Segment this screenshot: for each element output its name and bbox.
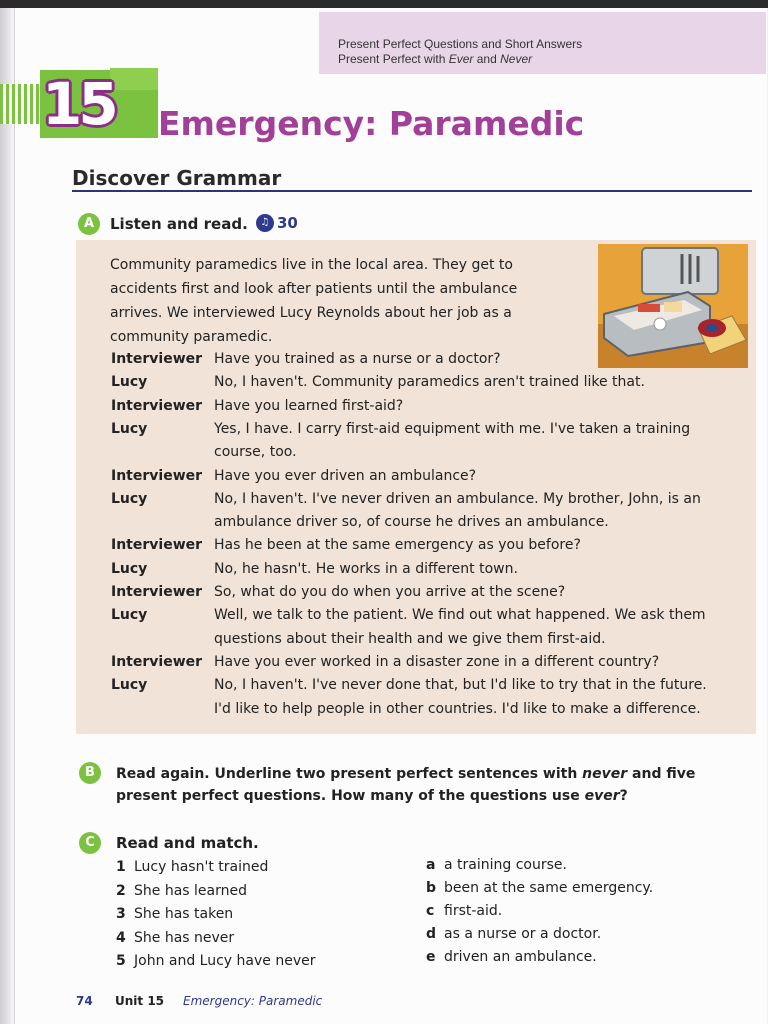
match-item-left bbox=[116, 906, 233, 922]
dialogue-line: Have you trained as a nurse or a doctor? bbox=[214, 351, 501, 367]
match-item-right bbox=[426, 880, 653, 896]
unit-title: Emergency: Paramedic bbox=[158, 104, 585, 143]
audio-icon[interactable]: ♫ bbox=[256, 214, 274, 232]
dialogue-speaker: Interviewer bbox=[111, 467, 203, 484]
heading-divider bbox=[72, 190, 752, 192]
match-letter: b bbox=[426, 880, 437, 896]
match-item-left bbox=[116, 883, 247, 899]
match-text: She has taken bbox=[134, 906, 234, 922]
first-aid-kit-illustration bbox=[598, 244, 748, 368]
dialogue-line: Have you ever driven an ambulance? bbox=[214, 467, 477, 484]
dialogue-line: questions about their health and we give them first-aid. bbox=[214, 630, 606, 647]
page-number: 74 bbox=[76, 994, 93, 1008]
dialogue-speaker: Interviewer bbox=[111, 584, 203, 600]
match-letter: d bbox=[426, 926, 437, 942]
match-number: 2 bbox=[116, 882, 126, 899]
match-text: Lucy hasn't trained bbox=[134, 859, 269, 875]
match-text: She has learned bbox=[134, 882, 247, 899]
dialogue-speaker: Interviewer bbox=[111, 397, 203, 414]
dialogue-line: No, he hasn't. He works in a different town. bbox=[214, 560, 518, 577]
grammar-header-line-2: Present Perfect with Ever and Never bbox=[338, 52, 533, 66]
match-letter: a bbox=[426, 857, 436, 873]
section-c-instruction: Read and match. bbox=[116, 834, 259, 852]
match-text: been at the same emergency. bbox=[444, 880, 654, 896]
intro-line: Community paramedics live in the local area. They get to bbox=[110, 257, 513, 273]
intro-line: community paramedic. bbox=[110, 329, 273, 345]
reading-intro bbox=[110, 253, 570, 349]
match-item-left bbox=[116, 953, 315, 969]
match-text: first-aid. bbox=[444, 903, 503, 919]
match-text: John and Lucy have never bbox=[134, 953, 316, 969]
match-letter: e bbox=[426, 949, 436, 965]
match-number: 1 bbox=[116, 859, 126, 875]
audio-track-number: 30 bbox=[277, 214, 298, 232]
match-number: 4 bbox=[116, 929, 126, 946]
match-text: driven an ambulance. bbox=[444, 949, 597, 965]
footer-unit-label: Unit 15 bbox=[115, 994, 165, 1008]
dialogue-speaker: Interviewer bbox=[111, 351, 203, 367]
unit-tab-stripes bbox=[0, 84, 40, 124]
match-item-right bbox=[426, 857, 567, 873]
intro-line: arrives. We interviewed Lucy Reynolds about her job as a bbox=[110, 305, 512, 321]
match-item-right bbox=[426, 949, 597, 965]
dialogue-speaker: Lucy bbox=[111, 420, 148, 437]
dialogue-line: course, too. bbox=[214, 444, 297, 461]
match-number: 5 bbox=[116, 953, 126, 969]
unit-number-accent bbox=[110, 68, 158, 90]
match-number: 3 bbox=[116, 906, 126, 922]
dialogue-line: No, I haven't. I've never done that, but I'd like to try that in the future. bbox=[214, 677, 707, 694]
grammar-header-line-1: Present Perfect Questions and Short Answers bbox=[338, 37, 583, 51]
dialogue-speaker: Interviewer bbox=[111, 537, 203, 554]
page-binding bbox=[0, 8, 14, 1024]
section-b-badge: B bbox=[79, 762, 101, 784]
dialogue-line: No, I haven't. I've never driven an ambulance. My brother, John, is an bbox=[214, 490, 701, 507]
dialogue-line: Well, we talk to the patient. We find out what happened. We ask them bbox=[214, 607, 706, 624]
section-heading: Discover Grammar bbox=[72, 166, 282, 190]
dialogue-speaker: Lucy bbox=[111, 677, 148, 694]
dialogue-speaker: Interviewer bbox=[111, 653, 203, 670]
match-item-right bbox=[426, 903, 502, 919]
footer-unit-title: Emergency: Paramedic bbox=[183, 994, 323, 1008]
dialogue-speaker: Lucy bbox=[111, 374, 148, 391]
match-item-left bbox=[116, 859, 268, 875]
match-item-left bbox=[116, 930, 234, 946]
dialogue-speaker: Lucy bbox=[111, 607, 148, 624]
section-a-instruction: Listen and read. bbox=[110, 215, 248, 233]
dialogue-line: Have you ever worked in a disaster zone in a different country? bbox=[214, 653, 660, 670]
dialogue-line: ambulance driver so, of course he drives an ambulance. bbox=[214, 514, 609, 531]
match-item-right bbox=[426, 926, 601, 942]
unit-number: 15 bbox=[42, 70, 115, 138]
match-text: as a nurse or a doctor. bbox=[444, 926, 602, 942]
dialogue-line: So, what do you do when you arrive at the scene? bbox=[214, 584, 566, 600]
match-text: She has never bbox=[134, 929, 235, 946]
dialogue-line: No, I haven't. Community paramedics aren't trained like that. bbox=[214, 374, 645, 391]
section-b-instruction: Read again. Underline two present perfect sentences with never and five present perfect questions. How many of the questions use ever? bbox=[116, 766, 696, 804]
intro-line: accidents first and look after patients until the ambulance bbox=[110, 281, 518, 297]
dialogue-line: Has he been at the same emergency as you before? bbox=[214, 537, 581, 554]
dialogue-line: I'd like to help people in other countries. I'd like to make a difference. bbox=[214, 700, 701, 717]
dialogue-line: Have you learned first-aid? bbox=[214, 397, 404, 414]
section-a-badge: A bbox=[78, 213, 100, 235]
dialogue-line: Yes, I have. I carry first-aid equipment with me. I've taken a training bbox=[214, 420, 691, 437]
match-letter: c bbox=[426, 903, 435, 919]
match-text: a training course. bbox=[444, 857, 567, 873]
top-edge bbox=[0, 0, 768, 8]
dialogue-speaker: Lucy bbox=[111, 490, 148, 507]
dialogue-speaker: Lucy bbox=[111, 560, 148, 577]
section-c-badge: C bbox=[79, 832, 101, 854]
